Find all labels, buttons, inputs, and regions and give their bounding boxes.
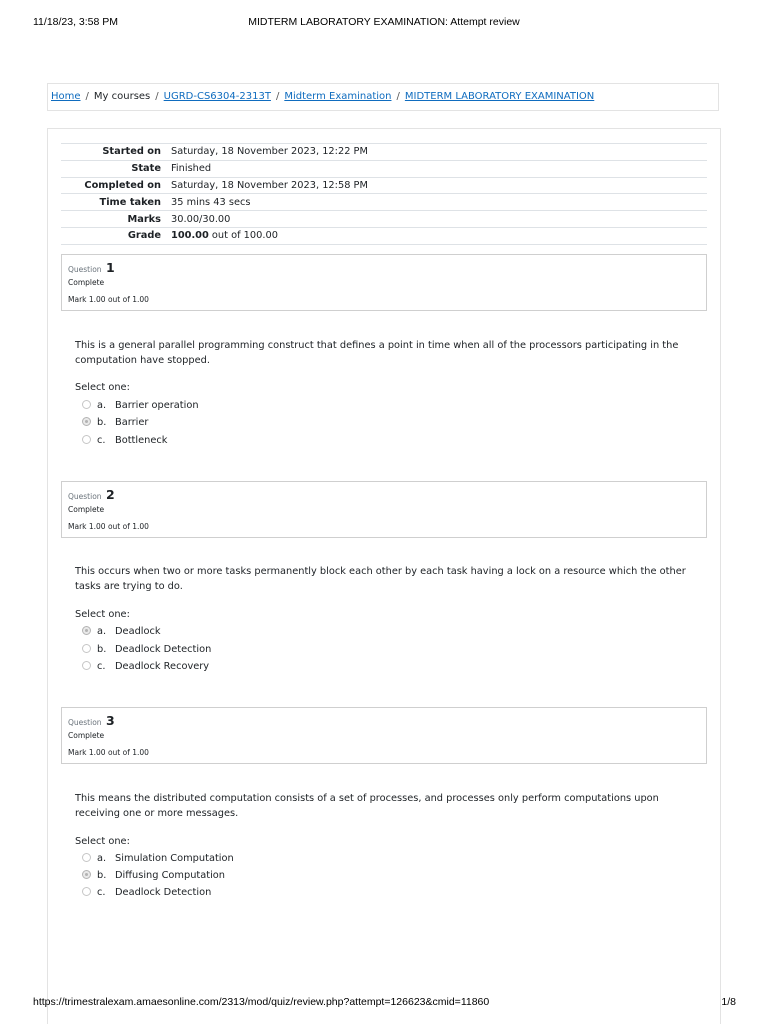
radio-button[interactable] bbox=[82, 400, 91, 409]
select-one-prompt: Select one: bbox=[75, 836, 130, 847]
summary-row bbox=[61, 144, 707, 161]
answer-option[interactable] bbox=[82, 626, 161, 640]
summary-value: Finished bbox=[171, 163, 212, 175]
summary-label: Completed on bbox=[84, 179, 161, 191]
print-footer bbox=[0, 996, 768, 1010]
radio-button-checked[interactable] bbox=[82, 870, 91, 879]
breadcrumb bbox=[51, 91, 594, 102]
answer-option[interactable] bbox=[82, 870, 225, 884]
summary-row bbox=[61, 160, 707, 177]
option-letter: b. bbox=[97, 417, 107, 428]
option-label: Deadlock bbox=[115, 626, 161, 637]
summary-value: Saturday, 18 November 2023, 12:22 PM bbox=[171, 146, 368, 158]
summary-label: Time taken bbox=[99, 196, 161, 208]
option-letter: c. bbox=[97, 435, 106, 446]
summary-label: Grade bbox=[127, 230, 161, 242]
question-num: 3 bbox=[105, 713, 115, 728]
question-num: 1 bbox=[105, 260, 115, 275]
question-state: Complete bbox=[68, 731, 105, 740]
summary-value: 35 mins 43 secs bbox=[171, 196, 251, 208]
summary-value bbox=[167, 227, 707, 244]
select-one-prompt: Select one: bbox=[75, 609, 130, 620]
answer-option[interactable] bbox=[82, 853, 234, 867]
question-info bbox=[61, 707, 707, 764]
breadcrumb-course-link[interactable]: UGRD-CS6304-2313T bbox=[163, 91, 271, 102]
option-label: Deadlock Detection bbox=[115, 887, 212, 898]
option-letter: a. bbox=[97, 400, 107, 411]
radio-button[interactable] bbox=[82, 644, 91, 653]
summary-label: State bbox=[131, 163, 161, 175]
option-letter: b. bbox=[97, 644, 107, 655]
summary-row bbox=[61, 211, 707, 228]
breadcrumb-separator: / bbox=[85, 91, 89, 102]
radio-button-checked[interactable] bbox=[82, 417, 91, 426]
summary-row bbox=[61, 177, 707, 194]
option-label: Deadlock Detection bbox=[115, 644, 212, 655]
question-num: 2 bbox=[105, 487, 115, 502]
summary-label: Marks bbox=[127, 213, 161, 225]
question-state: Complete bbox=[68, 505, 105, 514]
question-grade: Mark 1.00 out of 1.00 bbox=[68, 748, 149, 757]
option-label: Deadlock Recovery bbox=[115, 661, 210, 672]
print-header bbox=[0, 16, 768, 30]
question-text: This is a general parallel programming construct that defines a point in time when all of the processors participating in the computation have stopped. bbox=[75, 340, 679, 366]
summary-row bbox=[61, 227, 707, 244]
answer-option[interactable] bbox=[82, 400, 199, 414]
breadcrumb-quiz-link[interactable]: MIDTERM LABORATORY EXAMINATION bbox=[404, 91, 595, 102]
option-label: Diffusing Computation bbox=[115, 870, 226, 881]
summary-value: Saturday, 18 November 2023, 12:58 PM bbox=[171, 179, 368, 191]
breadcrumb-container bbox=[47, 83, 719, 111]
select-one-prompt: Select one: bbox=[75, 382, 130, 393]
option-letter: a. bbox=[97, 853, 107, 864]
radio-button[interactable] bbox=[82, 661, 91, 670]
breadcrumb-separator: / bbox=[275, 91, 280, 102]
radio-button-checked[interactable] bbox=[82, 626, 91, 635]
question-grade: Mark 1.00 out of 1.00 bbox=[68, 522, 149, 531]
summary-label: Started on bbox=[102, 146, 161, 158]
option-letter: a. bbox=[97, 626, 107, 637]
option-label: Barrier bbox=[115, 417, 149, 428]
summary-row bbox=[61, 194, 707, 211]
answer-option[interactable] bbox=[82, 661, 209, 675]
option-letter: c. bbox=[97, 887, 106, 898]
question-label: Question bbox=[68, 718, 102, 727]
print-title: MIDTERM LABORATORY EXAMINATION: Attempt review bbox=[248, 16, 520, 28]
print-url: https://trimestralexam.amaesonline.com/2313/mod/quiz/review.php?attempt=126623&cmid=11860 bbox=[33, 996, 490, 1008]
question-label: Question bbox=[68, 492, 102, 501]
question-grade: Mark 1.00 out of 1.00 bbox=[68, 295, 149, 304]
radio-button[interactable] bbox=[82, 853, 91, 862]
option-letter: c. bbox=[97, 661, 106, 672]
option-label: Simulation Computation bbox=[115, 853, 234, 864]
grade-out-of: out of 100.00 bbox=[208, 230, 278, 242]
summary-value: 30.00/30.00 bbox=[171, 213, 231, 225]
answer-option[interactable] bbox=[82, 887, 211, 901]
question-text: This means the distributed computation consists of a set of processes, and processes only perform computations upon receiving one or more messages. bbox=[75, 793, 659, 819]
option-label: Bottleneck bbox=[115, 435, 168, 446]
question-number bbox=[68, 713, 115, 728]
print-datetime: 11/18/23, 3:58 PM bbox=[33, 16, 119, 28]
radio-button[interactable] bbox=[82, 887, 91, 896]
breadcrumb-section-link[interactable]: Midterm Examination bbox=[284, 91, 392, 102]
question-text: This occurs when two or more tasks permanently block each other by each task having a lock on a resource which the other tasks are trying to do. bbox=[75, 566, 686, 592]
radio-button[interactable] bbox=[82, 435, 91, 444]
breadcrumb-home-link[interactable]: Home bbox=[51, 91, 81, 102]
question-state: Complete bbox=[68, 278, 105, 287]
answer-option[interactable] bbox=[82, 644, 211, 658]
breadcrumb-separator: / bbox=[396, 91, 400, 102]
question-number bbox=[68, 487, 115, 502]
question-info bbox=[61, 481, 707, 538]
option-letter: b. bbox=[97, 870, 107, 881]
breadcrumb-my-courses: My courses bbox=[93, 91, 151, 102]
answer-option[interactable] bbox=[82, 417, 148, 431]
question-number bbox=[68, 260, 115, 275]
answer-option[interactable] bbox=[82, 435, 167, 449]
option-label: Barrier operation bbox=[115, 400, 199, 411]
grade-value: 100.00 bbox=[171, 230, 209, 242]
page-number: 1/8 bbox=[721, 996, 736, 1008]
question-label: Question bbox=[68, 265, 102, 274]
attempt-summary-table bbox=[61, 143, 707, 245]
breadcrumb-separator: / bbox=[155, 91, 159, 102]
question-info bbox=[61, 254, 707, 311]
